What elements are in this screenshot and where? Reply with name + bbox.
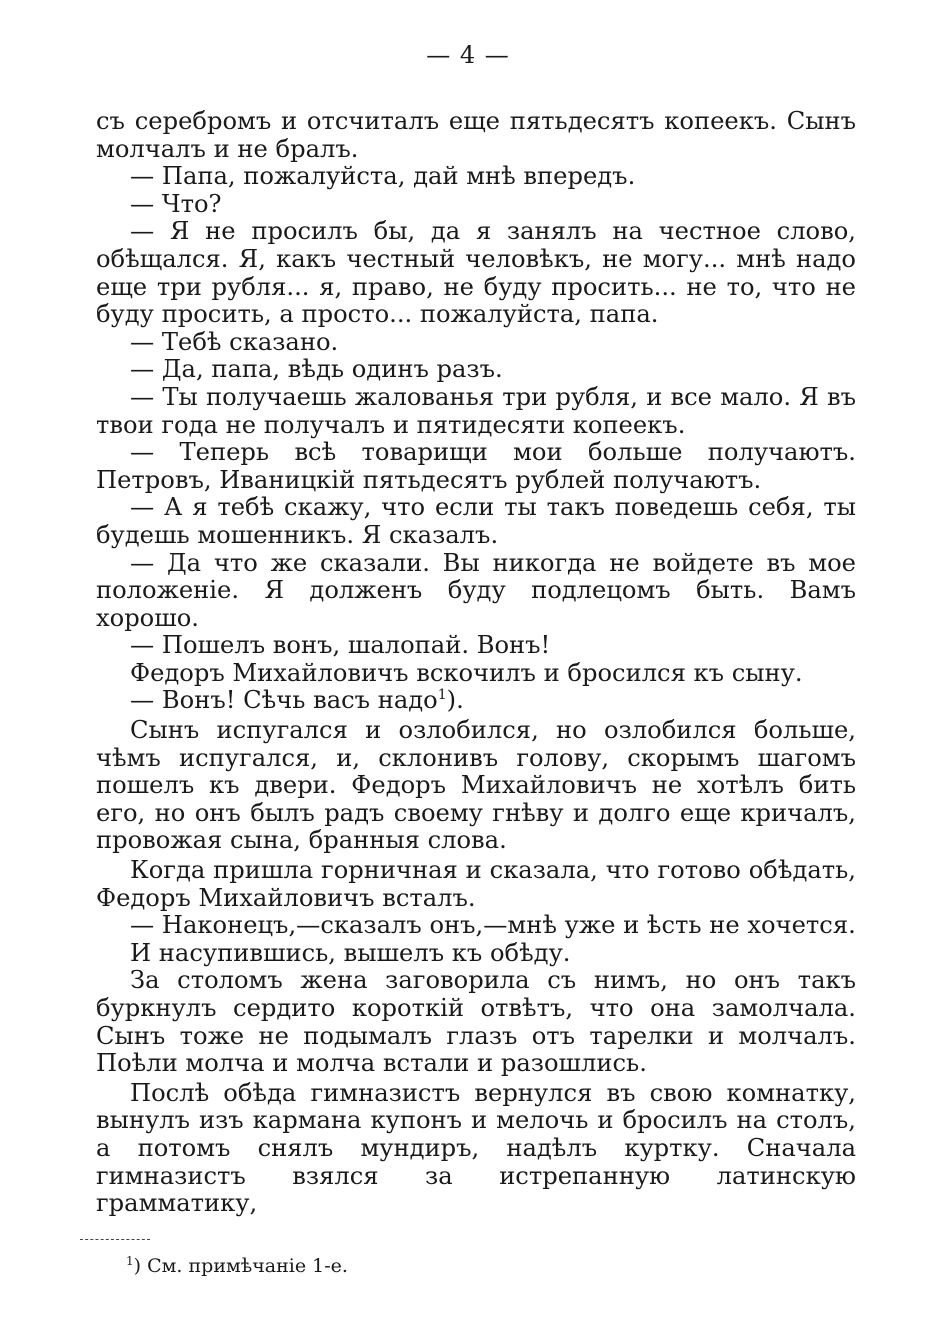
paragraph (96, 660, 856, 688)
paragraph (96, 632, 856, 660)
paragraph-text: Послѣ обѣда гимназистъ вернулся въ свою комнатку, вынулъ изъ кармана купонъ и мелочь и бросилъ на столъ, а потомъ снялъ мундиръ, надѣлъ куртку. Сначала гимназистъ взялся за истрепанную латинскую грамматику, (96, 1078, 856, 1218)
footnote-text: ) См. примѣчаніе 1-е. (133, 1255, 348, 1277)
paragraph (96, 967, 856, 1077)
paragraph (96, 940, 856, 968)
paragraph-text: — Да что же сказали. Вы никогда не войдете въ мое положеніе. Я долженъ буду подлецомъ быть. Вамъ хорошо. (96, 548, 856, 632)
paragraph-text: — Пошелъ вонъ, шалопай. Вонъ! (130, 631, 551, 660)
paragraph-text: — Наконецъ,—сказалъ онъ,—мнѣ уже и ѣсть не хочется. (130, 911, 856, 940)
paragraph (96, 384, 856, 439)
paragraph (96, 163, 856, 191)
paragraph-text: Федоръ Михайловичъ вскочилъ и бросился къ сыну. (130, 658, 803, 687)
footnote-divider (80, 1239, 150, 1240)
paragraph-text: И насупившись, вышелъ къ обѣду. (130, 938, 571, 967)
paragraph (96, 857, 856, 912)
paragraph-text: — Папа, пожалуйста, дай мнѣ впередъ. (130, 162, 636, 191)
paragraph-text: — А я тебѣ скажу, что если ты такъ поведешь себя, ты будешь мошенникъ. Я сказалъ. (96, 493, 856, 549)
paragraph (96, 108, 856, 163)
paragraph-text: За столомъ жена заговорила съ нимъ, но онъ такъ буркнулъ сердито короткій отвѣтъ, что она замолчала. Сынъ тоже не подымалъ глазъ отъ тарелки и молчалъ. Поѣли молча и молча встали и разошлись. (96, 966, 856, 1078)
paragraph-text: Когда пришла горничная и сказала, что готово обѣдать, Федоръ Михайловичъ всталъ. (96, 856, 856, 912)
page-number: — 4 — (426, 41, 510, 69)
paragraph (96, 329, 856, 357)
paragraph (96, 1080, 856, 1218)
paragraph (96, 191, 856, 219)
paragraph (96, 717, 856, 855)
paragraph (96, 912, 856, 940)
paragraph-text: — Что? (130, 189, 222, 218)
paragraph-text: — Вонъ! Сѣчь васъ надо (130, 686, 438, 715)
paragraph-text-tail: ). (446, 686, 464, 715)
footnote-reference: 1 (437, 687, 447, 704)
footnote-marker: 1 (126, 1254, 134, 1268)
paragraph (96, 550, 856, 633)
paragraph (96, 356, 856, 384)
paragraph-text: — Я не просилъ бы, да я занялъ на честное слово, обѣщался. Я, какъ честный человѣкъ, не могу... мнѣ надо еще три рубля... я, право, не буду просить... не то, что не буду просить, а просто... пожалуйста, папа. (96, 217, 856, 329)
paragraph (96, 439, 856, 494)
paragraph-text: — Ты получаешь жалованья три рубля, и все мало. Я въ твои года не получалъ и пятидесяти копеекъ. (96, 382, 856, 439)
body-text (96, 108, 856, 1218)
paragraph-text: съ серебромъ и отсчиталъ еще пятьдесятъ копеекъ. Сынъ молчалъ и не бралъ. (96, 107, 856, 163)
paragraph-text: — Да, папа, вѣдь одинъ разъ. (130, 355, 503, 384)
paragraph (96, 494, 856, 549)
paragraph-text: Сынъ испугался и озлобился, но озлобился больше, чѣмъ испугался, и, склонивъ голову, скорымъ шагомъ пошелъ къ двери. Федоръ Михайловичъ не хотѣлъ бить его, но онъ былъ радъ своему гнѣву и долго еще кричалъ, провожая сына, бранныя слова. (96, 716, 856, 855)
paragraph-text: — Тебѣ сказано. (130, 327, 339, 356)
paragraph-text: — Теперь всѣ товарищи мои больше получаютъ. Петровъ, Иваницкій пятьдесятъ рублей получаютъ. (96, 438, 856, 494)
paragraph (96, 218, 856, 328)
footnote (126, 1254, 348, 1278)
paragraph (96, 687, 856, 715)
